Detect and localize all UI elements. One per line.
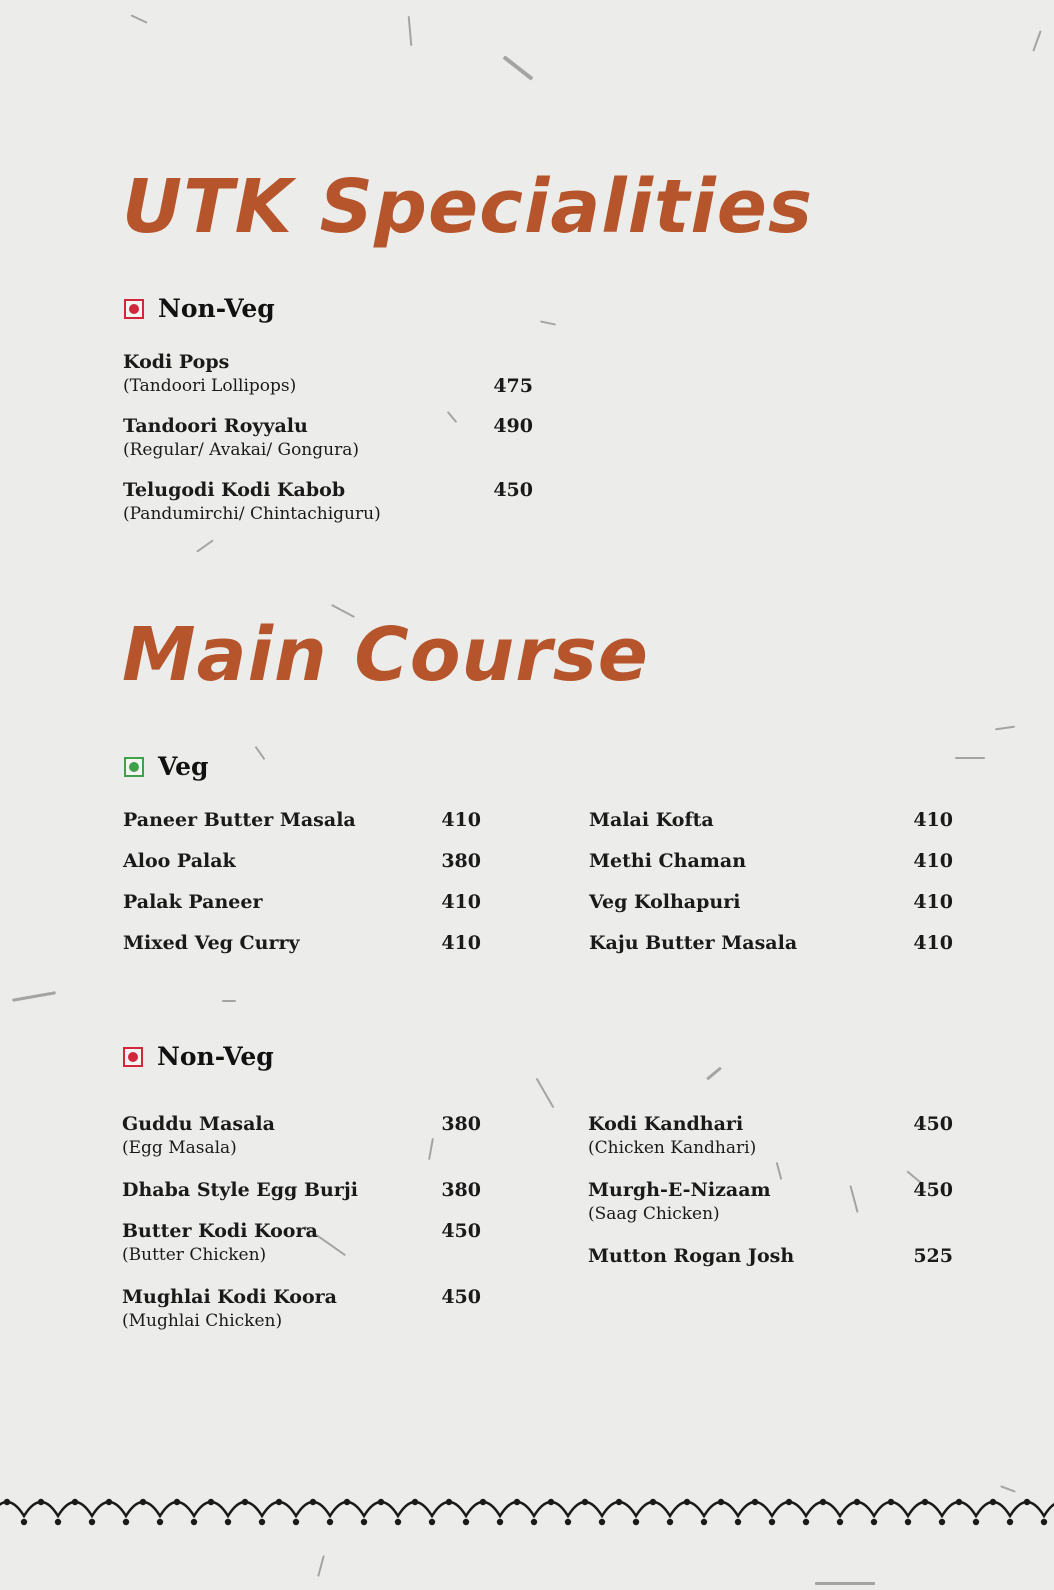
item-price: 380 — [441, 850, 481, 872]
wave-dot — [378, 1499, 384, 1505]
item-price: 450 — [441, 1220, 481, 1242]
wave-dot — [718, 1499, 724, 1505]
wave-dot — [412, 1499, 418, 1505]
veg-icon — [124, 757, 144, 777]
wave-dot — [752, 1499, 758, 1505]
item-price: 450 — [493, 479, 533, 501]
wave-dot — [701, 1519, 707, 1525]
wave-dot — [616, 1499, 622, 1505]
item-description: (Saag Chicken) — [588, 1204, 720, 1224]
item-price: 410 — [441, 809, 481, 831]
menu-item — [588, 1244, 794, 1268]
menu-item — [122, 1178, 358, 1202]
menu-item — [589, 890, 740, 914]
item-description: (Regular/ Avakai/ Gongura) — [123, 440, 359, 460]
item-description: (Mughlai Chicken) — [122, 1311, 283, 1331]
menu-item — [122, 1219, 318, 1267]
paper-speck — [255, 746, 266, 760]
wave-dot — [123, 1519, 129, 1525]
menu-item — [123, 478, 381, 526]
menu-item — [589, 931, 797, 955]
nonveg-icon — [123, 1047, 143, 1067]
wave-dot — [21, 1519, 27, 1525]
item-name: Kodi Pops — [123, 351, 230, 373]
wave-dot — [242, 1499, 248, 1505]
paper-speck — [428, 1138, 434, 1160]
wave-dot — [633, 1519, 639, 1525]
wave-dot — [888, 1499, 894, 1505]
wave-dot — [55, 1519, 61, 1525]
menu-item — [589, 808, 714, 832]
wave-dot — [361, 1519, 367, 1525]
paper-speck — [849, 1185, 858, 1213]
wave-dot — [480, 1499, 486, 1505]
paper-speck — [995, 726, 1015, 731]
item-price: 410 — [913, 891, 953, 913]
wave-dot — [310, 1499, 316, 1505]
wave-dot — [1041, 1519, 1047, 1525]
wave-line — [0, 1502, 1054, 1516]
item-name: Malai Kofta — [589, 809, 714, 831]
wave-dot — [769, 1519, 775, 1525]
item-name: Methi Chaman — [589, 850, 747, 872]
menu-item — [589, 849, 746, 873]
paper-speck — [776, 1162, 783, 1180]
item-name: Kaju Butter Masala — [589, 932, 798, 954]
item-name: Mughlai Kodi Koora — [122, 1286, 337, 1308]
item-description: (Chicken Kandhari) — [588, 1138, 757, 1158]
wave-dot — [548, 1499, 554, 1505]
category-label: Non-Veg — [157, 1042, 274, 1071]
item-name: Telugodi Kodi Kabob — [123, 479, 346, 501]
wave-dot — [140, 1499, 146, 1505]
wave-dot — [514, 1499, 520, 1505]
wave-dot — [72, 1499, 78, 1505]
wave-dot — [446, 1499, 452, 1505]
paper-speck — [1032, 30, 1041, 51]
wave-dot — [1007, 1519, 1013, 1525]
wave-dot — [684, 1499, 690, 1505]
wave-dot — [650, 1499, 656, 1505]
wave-dot — [344, 1499, 350, 1505]
item-name: Kodi Kandhari — [588, 1113, 744, 1135]
menu-item — [588, 1112, 756, 1160]
wave-dot — [463, 1519, 469, 1525]
wave-dot — [582, 1499, 588, 1505]
item-name: Mutton Rogan Josh — [588, 1245, 795, 1267]
wave-dot — [191, 1519, 197, 1525]
paper-speck — [12, 991, 56, 1002]
wave-dot — [939, 1519, 945, 1525]
wave-dot — [956, 1499, 962, 1505]
wave-dot — [871, 1519, 877, 1525]
paper-speck — [447, 411, 458, 423]
item-name: Mixed Veg Curry — [123, 932, 300, 954]
decorative-wave-border — [0, 1488, 1054, 1548]
paper-speck — [503, 55, 534, 80]
wave-dot — [922, 1499, 928, 1505]
paper-speck — [706, 1067, 722, 1081]
item-name: Murgh-E-Nizaam — [588, 1179, 771, 1201]
item-price: 380 — [441, 1179, 481, 1201]
wave-dot — [174, 1499, 180, 1505]
wave-dot — [1024, 1499, 1030, 1505]
wave-dot — [990, 1499, 996, 1505]
menu-item — [123, 350, 296, 398]
menu-item — [123, 808, 356, 832]
wave-dot — [293, 1519, 299, 1525]
wave-dot — [837, 1519, 843, 1525]
wave-dot — [973, 1519, 979, 1525]
wave-dot — [327, 1519, 333, 1525]
item-price: 450 — [913, 1113, 953, 1135]
paper-speck — [196, 539, 214, 552]
menu-item — [122, 1285, 337, 1333]
wave-dot — [820, 1499, 826, 1505]
wave-dot — [565, 1519, 571, 1525]
item-name: Paneer Butter Masala — [123, 809, 356, 831]
item-price: 525 — [913, 1245, 953, 1267]
menu-item — [123, 414, 359, 462]
paper-speck — [540, 320, 556, 325]
item-price: 380 — [441, 1113, 481, 1135]
wave-dot — [735, 1519, 741, 1525]
paper-speck — [222, 1000, 236, 1002]
paper-speck — [317, 1555, 325, 1577]
item-description: (Butter Chicken) — [122, 1245, 267, 1265]
wave-dot — [905, 1519, 911, 1525]
wave-dot — [429, 1519, 435, 1525]
wave-dot — [208, 1499, 214, 1505]
wave-dot — [497, 1519, 503, 1525]
item-name: Guddu Masala — [122, 1113, 275, 1135]
item-price: 450 — [913, 1179, 953, 1201]
item-name: Tandoori Royyalu — [123, 415, 308, 437]
wave-dot — [89, 1519, 95, 1525]
item-price: 410 — [913, 809, 953, 831]
wave-dot — [4, 1499, 10, 1505]
section-title-main-course: Main Course — [122, 612, 649, 698]
wave-dot — [106, 1499, 112, 1505]
section-title-specialities: UTK Specialities — [122, 164, 813, 250]
wave-dot — [225, 1519, 231, 1525]
item-price: 490 — [493, 415, 533, 437]
wave-dot — [803, 1519, 809, 1525]
item-name: Veg Kolhapuri — [589, 891, 741, 913]
menu-item — [588, 1178, 771, 1226]
paper-speck — [815, 1582, 875, 1585]
nonveg-icon — [124, 299, 144, 319]
paper-speck — [955, 757, 985, 759]
item-name: Palak Paneer — [123, 891, 263, 913]
wave-dot — [276, 1499, 282, 1505]
paper-speck — [536, 1078, 555, 1108]
wave-dot — [599, 1519, 605, 1525]
item-price: 475 — [493, 375, 533, 397]
item-name: Aloo Palak — [123, 850, 236, 872]
item-price: 450 — [441, 1286, 481, 1308]
wave-dot — [157, 1519, 163, 1525]
wave-dot — [667, 1519, 673, 1525]
item-price: 410 — [913, 850, 953, 872]
menu-item — [122, 1112, 275, 1160]
item-price: 410 — [441, 932, 481, 954]
menu-item — [123, 849, 236, 873]
category-label: Veg — [158, 752, 209, 781]
category-nonveg-specialities — [124, 294, 275, 323]
menu-item — [123, 890, 263, 914]
item-name: Dhaba Style Egg Burji — [122, 1179, 358, 1201]
wave-dot — [786, 1499, 792, 1505]
wave-dot — [531, 1519, 537, 1525]
item-price: 410 — [441, 891, 481, 913]
item-description: (Egg Masala) — [122, 1138, 237, 1158]
wave-dot — [259, 1519, 265, 1525]
category-label: Non-Veg — [158, 294, 275, 323]
wave-dot — [395, 1519, 401, 1525]
category-veg — [124, 752, 209, 781]
item-description: (Pandumirchi/ Chintachiguru) — [123, 504, 381, 524]
paper-speck — [408, 16, 413, 46]
menu-item — [123, 931, 300, 955]
wave-dot — [854, 1499, 860, 1505]
item-name: Butter Kodi Koora — [122, 1220, 318, 1242]
wave-dot — [38, 1499, 44, 1505]
item-price: 410 — [913, 932, 953, 954]
category-nonveg-main — [123, 1042, 274, 1071]
item-description: (Tandoori Lollipops) — [123, 376, 297, 396]
paper-speck — [130, 14, 147, 23]
